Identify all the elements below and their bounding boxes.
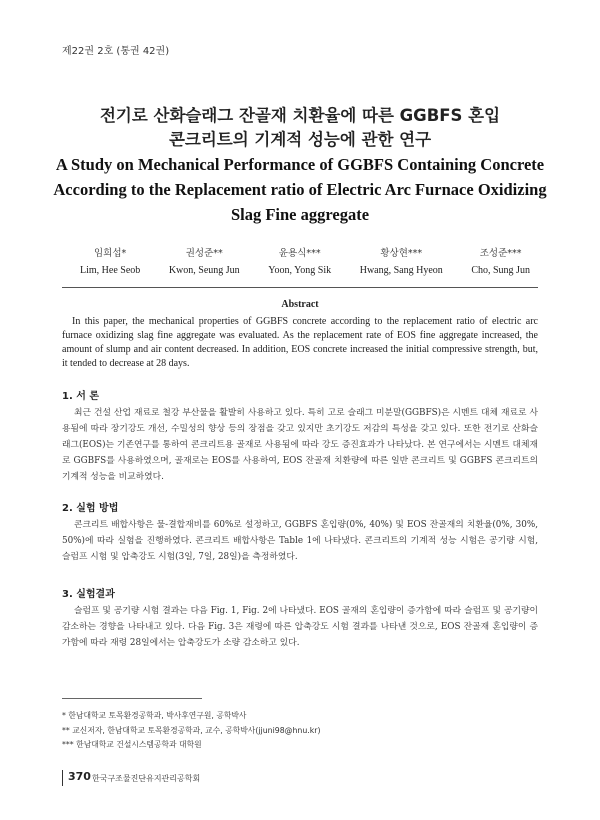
title-divider bbox=[62, 287, 538, 288]
abstract-text: In this paper, the mechanical properties of GGBFS concrete according to the replacement ratio of electric arc furnace oxidizing slag fine aggregate was evaluated. As the replacement rate of EOS fine aggregate increased, the amount of slump and air content decreased. In addition, EOS concrete increased the initial compressive strength, but, it tended to decrease at 28 days. bbox=[62, 316, 538, 369]
title-korean-line-1: 전기로 산화슬래그 잔골재 치환율에 따른 GGBFS 혼입 bbox=[99, 106, 501, 125]
author-5 bbox=[471, 247, 530, 278]
journal-name-footer: 한국구조물진단유지관리공학회 bbox=[92, 774, 201, 783]
author-2 bbox=[169, 247, 240, 278]
section-body-methods: 콘크리트 배합사항은 물-결합재비를 60%로 설정하고, GGBFS 혼입량(0%, 40%) 및 EOS 잔골재의 치환율(0%, 30%, 50%)에 따라 실험을 진행하였다. 콘크리트 배합사항은 Table 1에 나타냈다. 콘크리트의 기계적 성능 시험은 공기량 시험, 슬럼프 시험 및 압축강도 시험(3일, 7일, 28일)을 측정하였다. bbox=[62, 520, 538, 562]
abstract-heading: Abstract bbox=[281, 299, 319, 310]
author-3 bbox=[268, 247, 331, 278]
section-heading-introduction: 1. 서 론 bbox=[62, 391, 100, 402]
footnote-1: * 한남대학교 토목환경공학과, 박사후연구원, 공학박사 bbox=[62, 711, 247, 720]
author-name-ko: 권성준** bbox=[185, 248, 223, 259]
author-name-en: Hwang, Sang Hyeon bbox=[359, 265, 443, 276]
footnote-divider bbox=[62, 698, 202, 699]
author-4 bbox=[360, 247, 443, 278]
page-number-bar bbox=[62, 770, 63, 786]
author-name-en: Kwon, Seung Jun bbox=[168, 265, 240, 276]
section-body-results: 슬럼프 및 공기량 시험 결과는 다음 Fig. 1, Fig. 2에 나타냈다. EOS 골재의 혼입량이 증가함에 따라 슬럼프 및 공기량이 감소하는 경향을 나타내고 있다. 다음 Fig. 3은 재령에 따른 압축강도 시험 결과를 나타낸 것으로, EOS 잔골재 혼입량이 증가함에 따라 재령 28일에서는 압축강도가 소량 감소하고 있다. bbox=[62, 606, 538, 648]
page-number: 370 bbox=[68, 770, 91, 783]
title-korean-line-2: 콘크리트의 기계적 성능에 관한 연구 bbox=[168, 130, 432, 149]
section-heading-results: 3. 실험결과 bbox=[62, 589, 115, 600]
section-body-introduction: 최근 건설 산업 재료로 철강 부산물을 활발히 사용하고 있다. 특히 고로 슬래그 미분말(GGBFS)은 시멘트 대체 재료로 사용됨에 따라 장기강도 개선, 수밀성의 향상 등의 장점을 갖고 있지만 초기강도 저감의 특성을 갖고 있다. 또한 전기로 산화슬래그(EOS)는 기존연구를 통하여 콘크리트용 골재로 사용됨에 따라 강도 증진효과가 나타났다. 본 연구에서는 시멘트 대체재로 GGBFS를 사용하였으며, 골재로는 EOS를 사용하여, EOS 잔골재 치환량에 따른 일반 콘크리트 및 GGBFS 콘크리트의 기계적 성능을 비교하였다. bbox=[62, 408, 538, 482]
author-name-en: Yoon, Yong Sik bbox=[268, 265, 332, 276]
footnote-2: ** 교신저자, 한남대학교 토목환경공학과, 교수, 공학박사(jjuni98@hnu.kr) bbox=[62, 726, 321, 735]
title-english-line-1: A Study on Mechanical Performance of GGBFS Containing Concrete bbox=[55, 155, 545, 174]
author-name-ko: 윤용식*** bbox=[278, 248, 321, 259]
title-english-line-2: According to the Replacement ratio of Electric Arc Furnace Oxidizing bbox=[53, 180, 547, 199]
author-1 bbox=[80, 247, 140, 278]
section-heading-methods: 2. 실험 방법 bbox=[62, 503, 119, 514]
author-name-ko: 조성준*** bbox=[479, 248, 522, 259]
title-english-line-3: Slag Fine aggregate bbox=[230, 205, 370, 224]
author-list bbox=[80, 247, 530, 278]
author-name-en: Lim, Hee Seob bbox=[80, 265, 141, 276]
journal-volume-header: 제22권 2호 (통권 42권) bbox=[62, 46, 170, 57]
author-name-ko: 임희섭* bbox=[93, 248, 127, 259]
author-name-en: Cho, Sung Jun bbox=[471, 265, 530, 276]
author-name-ko: 황상현*** bbox=[380, 248, 423, 259]
footnote-3: *** 한남대학교 건설시스템공학과 대학원 bbox=[62, 740, 202, 749]
